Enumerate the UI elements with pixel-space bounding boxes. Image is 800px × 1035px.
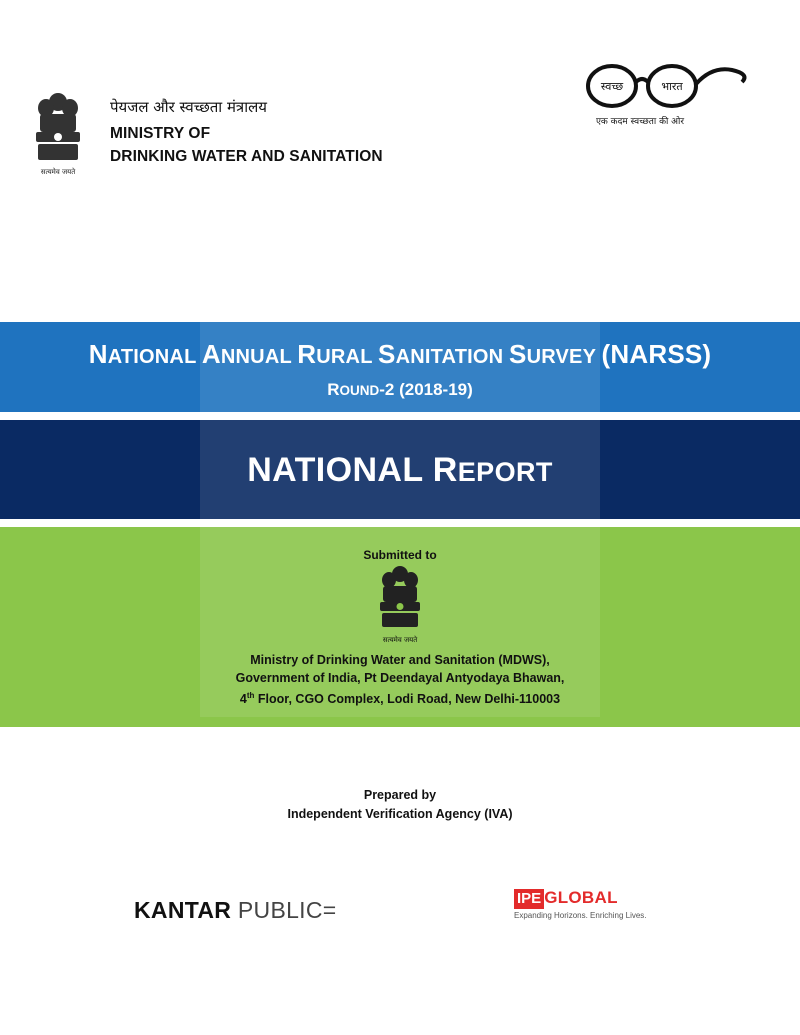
address-line-2: Government of India, Pt Deendayal Antyodaya Bhawan, bbox=[235, 671, 565, 685]
survey-title: NATIONAL ANNUAL RURAL SANITATION SURVEY (NARSS) bbox=[88, 339, 712, 369]
swachh-right-word: भारत bbox=[661, 80, 683, 93]
kantar-public-logo: KANTAR PUBLIC= bbox=[134, 897, 337, 923]
survey-round: ROUND-2 (2018-19) bbox=[327, 380, 473, 399]
swachh-left-word: स्वच्छ bbox=[600, 80, 624, 93]
national-emblem-logo bbox=[374, 562, 426, 646]
preparing-agency: Independent Verification Agency (IVA) bbox=[287, 807, 513, 821]
swachh-tagline: एक कदम स्वच्छता की ओर bbox=[595, 117, 685, 127]
ministry-name-hindi: पेयजल और स्वच्छता मंत्रालय bbox=[110, 98, 267, 116]
emblem-motto: सत्यमेव जयते bbox=[40, 168, 76, 176]
submitted-to-label: Submitted to bbox=[363, 548, 437, 562]
swachh-bharat-logo bbox=[582, 56, 757, 134]
report-title: NATIONAL REPORT bbox=[247, 451, 553, 489]
ipe-global-logo: IPE GLOBAL Expanding Horizons. Enriching Lives. bbox=[514, 888, 647, 920]
ipe-tagline: Expanding Horizons. Enriching Lives. bbox=[514, 911, 647, 920]
national-emblem-logo bbox=[30, 88, 86, 180]
ministry-name-line2: DRINKING WATER AND SANITATION bbox=[110, 148, 383, 165]
submission-address bbox=[0, 651, 800, 708]
ministry-heading bbox=[110, 97, 383, 168]
emblem-motto: सत्यमेव जयते bbox=[382, 636, 418, 644]
ministry-name-line1: MINISTRY OF bbox=[110, 125, 211, 142]
address-line-3: 4th Floor, CGO Complex, Lodi Road, New Delhi-110003 bbox=[239, 691, 561, 707]
address-line-1: Ministry of Drinking Water and Sanitation (MDWS), bbox=[250, 653, 550, 667]
prepared-by-label: Prepared by bbox=[363, 788, 437, 802]
